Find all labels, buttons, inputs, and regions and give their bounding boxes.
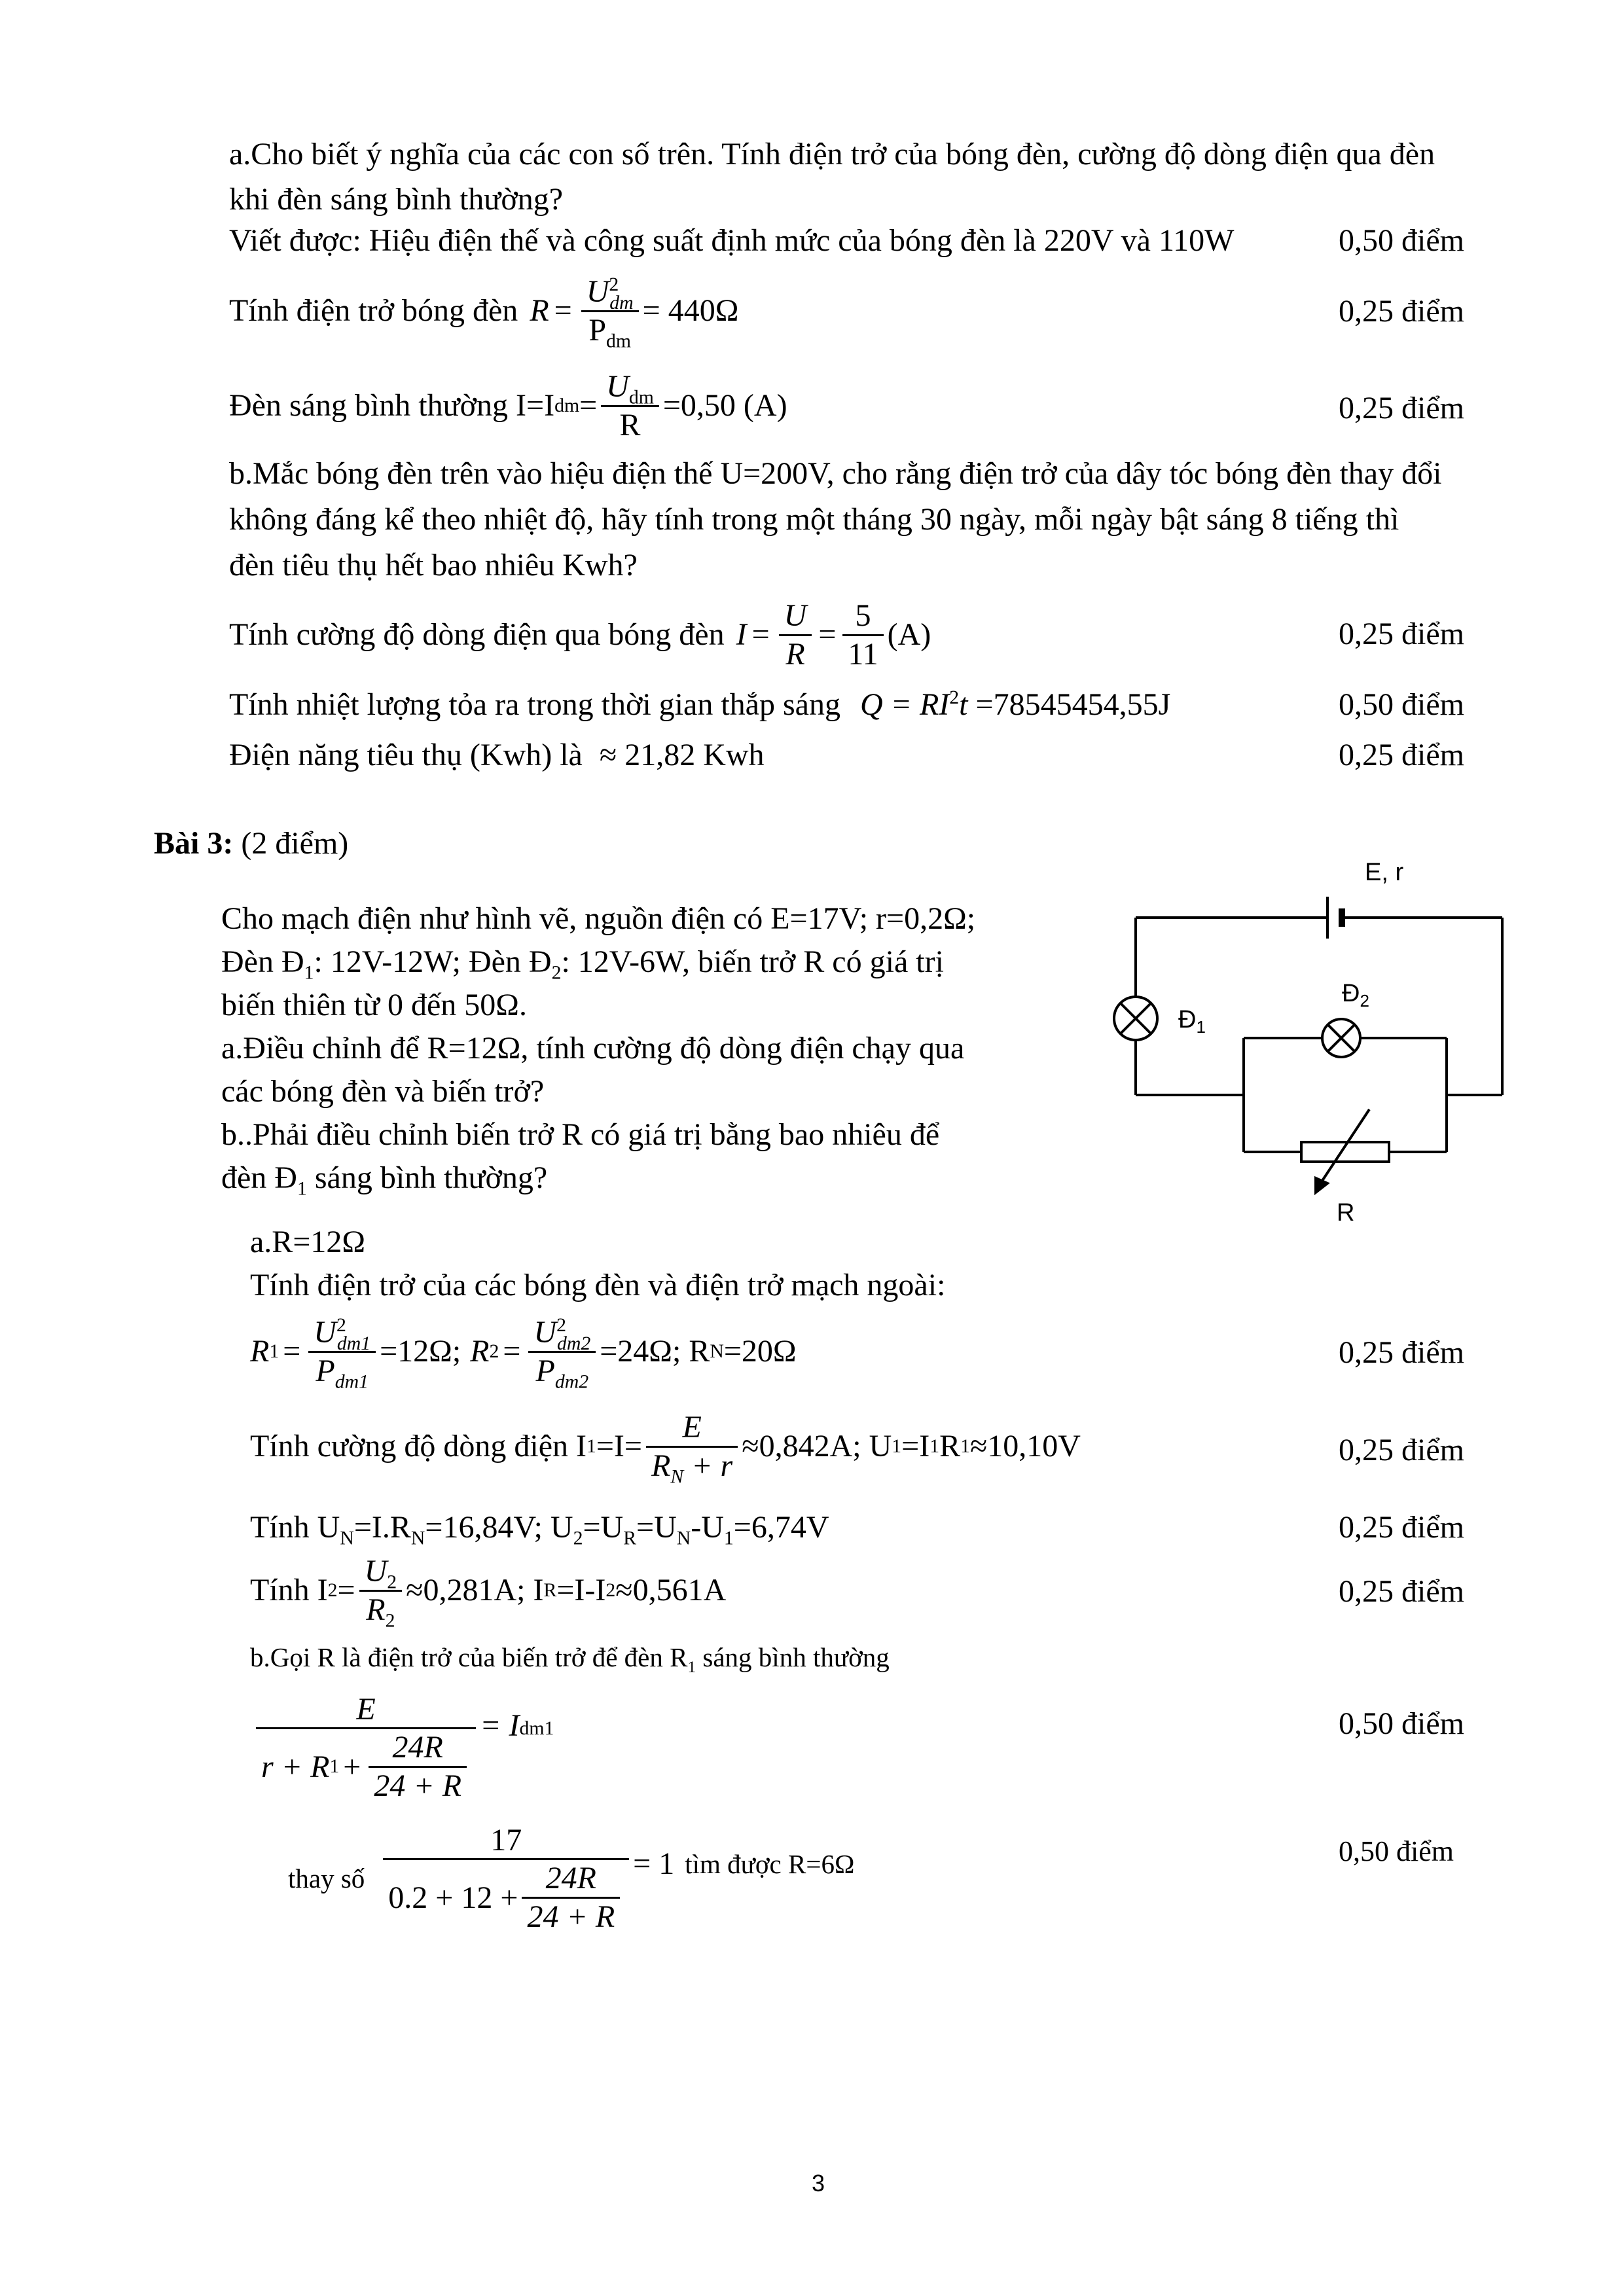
bai3-desc-line3: biến thiên từ 0 đến 50Ω. <box>221 988 527 1022</box>
part-a-line1: Viết được: Hiệu điện thế và công suất định mức của bóng đèn là 220V và 110W <box>229 223 1235 258</box>
part-b-line2-score: 0,50 điểm <box>1339 687 1464 722</box>
part-a-line3-fraction: $\frac{U_{dm}}{R}$ <box>601 368 659 442</box>
part-a-line2: Tính điện trở bóng đèn R = $\frac{U^2_{dm}}{P_{dm}}$ = 440Ω <box>229 274 739 352</box>
lamp-1-icon <box>1114 997 1157 1040</box>
source-label: E, r <box>1365 859 1404 886</box>
solution-a-line1-score: 0,25 điểm <box>1339 1335 1464 1370</box>
solution-a-voltages: Tính $U_N=I.R_N=16,84V$; $U_2=U_R=U_N-U_1=6,74V$ <box>250 1510 829 1549</box>
part-a-line3-score: 0,25 điểm <box>1339 391 1464 425</box>
solution-a-line2-score: 0,25 điểm <box>1339 1433 1464 1467</box>
rheostat-label: R <box>1337 1199 1355 1227</box>
bai3-title: Bài 3: (2 điểm) <box>154 826 349 861</box>
solution-a-resistances: R 1 = $\frac{U^2_{dm1}}{P_{dm1}}$ =12Ω; R 2 = $\frac{U^2_{dm2}}{P_{dm2}}$ =24Ω; R N =20Ω <box>250 1314 797 1393</box>
solution-a-intro: Tính điện trở của các bóng đèn và điện trở mạch ngoài: <box>250 1268 946 1302</box>
part-b-line3-score: 0,25 điểm <box>1339 738 1464 772</box>
part-b-question-line2: không đáng kể theo nhiệt độ, hãy tính trong một tháng 30 ngày, mỗi ngày bật sáng 8 tiếng thì <box>229 502 1399 537</box>
solution-a-heading: a.R=12Ω <box>250 1225 366 1259</box>
circuit-diagram <box>1100 844 1545 1230</box>
bai3-desc-line2: Đèn $Đ_1$: 12V-12W; Đèn $Đ_2$: 12V-6W, biến trở R có giá trị <box>221 944 944 984</box>
solution-b-eq2-score: 0,50 điểm <box>1339 1835 1454 1867</box>
part-b-line1: Tính cường độ dòng điện qua bóng đèn I = $\frac{U}{R}$ = $\frac{5}{11}$ (A) <box>229 598 931 672</box>
part-a-question-line2: khi đèn sáng bình thường? <box>229 182 563 217</box>
solution-a-currents-2: Tính I 2 = $\frac{U_2}{R_2}$ ≈0,281A; I R =I-I 2 ≈0,561A <box>250 1554 727 1632</box>
bai3-desc-line4: a.Điều chỉnh để R=12Ω, tính cường độ dòng điện chạy qua <box>221 1031 965 1066</box>
part-b-line2: Tính nhiệt lượng tỏa ra trong thời gian thắp sáng $Q = RI^2t =78545454,55J$ <box>229 687 1171 722</box>
part-a-line2-prefix: Tính điện trở bóng đèn <box>229 293 518 328</box>
bai3-desc-line6: b..Phải điều chỉnh biến trở R có giá trị bằng bao nhiêu để <box>221 1117 940 1152</box>
bai3-desc-line7: đèn $Đ_1$ sáng bình thường? <box>221 1160 548 1200</box>
solution-b-heading: b.Gọi R là điện trở của biến trở để đèn $R_1$ sáng bình thường <box>250 1642 890 1677</box>
lamp-2-label: $Đ_2$ <box>1342 980 1369 1011</box>
bai3-desc-line5: các bóng đèn và biến trở? <box>221 1074 545 1109</box>
part-b-question-line1: b.Mắc bóng đèn trên vào hiệu điện thế U=200V, cho rằng điện trở của dây tóc bóng đèn thay đổi <box>229 456 1442 491</box>
solution-a-line4-score: 0,25 điểm <box>1339 1574 1464 1609</box>
part-b-line1-score: 0,25 điểm <box>1339 617 1464 651</box>
solution-a-current: Tính cường độ dòng điện I 1 =I= $\frac{E}{R_N + r}$ ≈0,842A; U 1 =I 1 R 1 ≈10,10V <box>250 1410 1081 1488</box>
part-b-question-line3: đèn tiêu thụ hết bao nhiêu Kwh? <box>229 548 638 583</box>
part-a-question-line1: a.Cho biết ý nghĩa của các con số trên. Tính điện trở của bóng đèn, cường độ dòng điện qua đèn <box>229 137 1435 171</box>
page-number: 3 <box>812 2170 825 2197</box>
part-a-line1-score: 0,50 điểm <box>1339 223 1464 258</box>
solution-b-eq1-score: 0,50 điểm <box>1339 1706 1464 1741</box>
bai3-desc-line1: Cho mạch điện như hình vẽ, nguồn điện có E=17V; r=0,2Ω; <box>221 901 976 936</box>
rheostat-icon <box>1301 1109 1389 1193</box>
part-a-line2-result: = 440Ω <box>642 293 739 328</box>
solution-b-equation-2: thay số 17 0.2 + 12 + $\frac{24R}{24 + R}$ = 1 tìm được R=6Ω <box>288 1823 855 1934</box>
solution-b-equation-1: E r + R 1 + $\frac{24R}{24 + R}$ = I dm1 <box>252 1679 554 1816</box>
part-a-line3: Đèn sáng bình thường I=I dm = $\frac{U_{dm}}{R}$ =0,50 (A) <box>229 369 787 442</box>
solution-a-line3-score: 0,25 điểm <box>1339 1510 1464 1545</box>
part-a-line2-fraction: $\frac{U^2_{dm}}{P_{dm}}$ <box>581 274 639 348</box>
part-a-line2-score: 0,25 điểm <box>1339 294 1464 329</box>
part-b-line3: Điện năng tiêu thụ (Kwh) là ≈ 21,82 Kwh <box>229 738 765 772</box>
lamp-2-icon <box>1322 1019 1360 1057</box>
lamp-1-label: $Đ_1$ <box>1178 1006 1206 1037</box>
part-a-line2-lhs: R <box>530 293 549 328</box>
